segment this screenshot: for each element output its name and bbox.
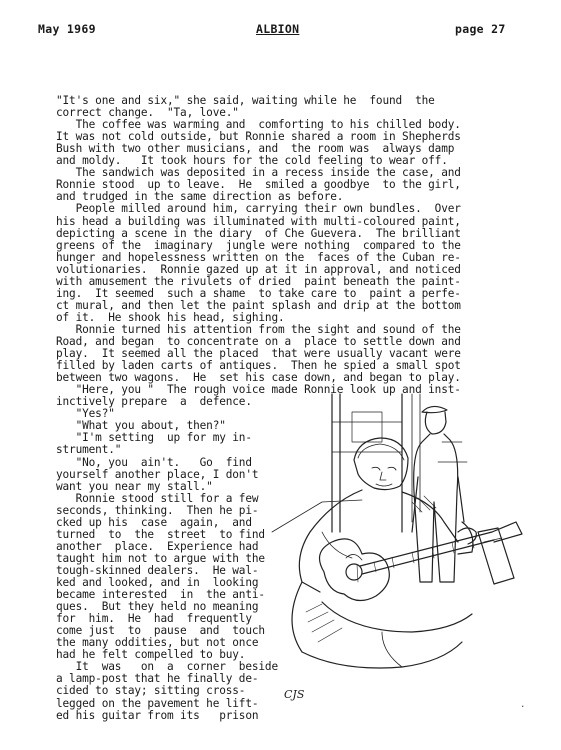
column-text-line: come just to pause and touch xyxy=(56,624,265,638)
text-line: People milled around him, carrying their own bundles. Over xyxy=(56,202,461,216)
text-line: correct change. "Ta, love." xyxy=(56,106,239,120)
text-line: The coffee was warming and comforting to his chilled body. xyxy=(56,118,461,132)
guitarist-sketch-icon xyxy=(262,382,556,714)
text-line: Ronnie turned his attention from the sight and sound of the xyxy=(56,322,461,336)
magazine-title: ALBION xyxy=(256,22,300,36)
text-line: depicting a scene in the diary of Che Guevera. The brilliant xyxy=(56,226,461,240)
column-text-line: want you near my stall." xyxy=(56,479,213,493)
text-line: hunger and hopelessness written on the faces of the Cuban re- xyxy=(56,250,461,264)
text-line: ct mural, and then let the paint splash and drip at the bottom xyxy=(56,298,461,312)
column-text-line: for him. He had frequently xyxy=(56,612,252,626)
text-line: filled by laden carts of antiques. Then he spied a small spot xyxy=(56,359,461,373)
column-text-line: had he felt compelled to buy. xyxy=(56,648,246,662)
column-text-line: cided to stay; sitting cross- xyxy=(56,684,246,698)
column-text-line: It was on a corner beside xyxy=(56,660,278,674)
text-line: his head a building was illuminated with multi-coloured paint, xyxy=(56,214,461,228)
text-line: Ronnie stood up to leave. He smiled a goodbye to the girl, xyxy=(56,178,461,192)
column-text-line: taught him not to argue with the xyxy=(56,551,265,565)
text-line: Bush with two other musicians, and the room was always damp xyxy=(56,142,455,156)
column-text-line: seconds, thinking. Then he pi- xyxy=(56,503,259,517)
text-line: between two wagons. He set his case down, and began to play. xyxy=(56,371,461,385)
column-text-line: "Yes?" xyxy=(56,407,115,421)
text-line: "It's one and six," she said, waiting while he found the xyxy=(56,94,435,107)
text-line: "Here, you " The rough voice made Ronnie look up and inst- xyxy=(56,383,461,397)
column-text-line: yourself another place, I don't xyxy=(56,467,259,481)
column-text-line: ques. But they held no meaning xyxy=(56,600,259,614)
column-text-line: legged on the pavement he lift- xyxy=(56,696,259,710)
text-line: and moldy. It took hours for the cold feeling to wear off. xyxy=(56,154,448,168)
text-line: It was not cold outside, but Ronnie shared a room in Shepherds xyxy=(56,130,461,144)
column-text-line: Ronnie stood still for a few xyxy=(56,491,259,505)
column-text-line: "No, you ain't. Go find xyxy=(56,455,252,469)
column-text-line: ked and looked, and in looking xyxy=(56,576,259,589)
column-text-line: cked up his case again, and xyxy=(56,515,252,529)
column-text-line: the many oddities, but not once xyxy=(56,636,259,650)
column-text-line: strument." xyxy=(56,443,122,457)
text-line: of it. He shook his head, sighing. xyxy=(56,310,285,324)
text-line: greens of the imaginary jungle were nothing compared to the xyxy=(56,238,461,252)
column-text-line: became interested in the anti- xyxy=(56,588,265,602)
text-line: volutionaries. Ronnie gazed up at it in approval, and noticed xyxy=(56,262,461,276)
text-line: with amusement the rivulets of dried paint beneath the paint- xyxy=(56,274,461,288)
stray-mark: . xyxy=(520,700,526,710)
issue-date: May 1969 xyxy=(38,22,96,36)
column-text-line: ed his guitar from its prison xyxy=(56,708,259,722)
text-line: and trudged in the same direction as before. xyxy=(56,190,344,204)
text-line: The sandwich was deposited in a recess inside the case, and xyxy=(56,166,461,180)
text-line: ing. It seemed such a shame to take care to paint a perfe- xyxy=(56,286,461,300)
column-text-line: another place. Experience had xyxy=(56,539,259,553)
column-text-line: "What you about, then?" xyxy=(56,419,226,433)
text-line: inctively prepare a defence. xyxy=(56,395,252,409)
text-line: play. It seemed all the placed that were usually vacant were xyxy=(56,347,461,361)
artist-signature: CJS xyxy=(284,688,305,701)
column-text-line: turned to the street to find xyxy=(56,527,265,541)
column-text-line: tough-skinned dealers. He wal- xyxy=(56,563,259,577)
page-number: page 27 xyxy=(455,22,506,36)
column-text-line: a lamp-post that he finally de- xyxy=(56,672,259,686)
column-text-line: "I'm setting up for my in- xyxy=(56,431,252,445)
text-line: Road, and began to concentrate on a place to settle down and xyxy=(56,335,461,348)
